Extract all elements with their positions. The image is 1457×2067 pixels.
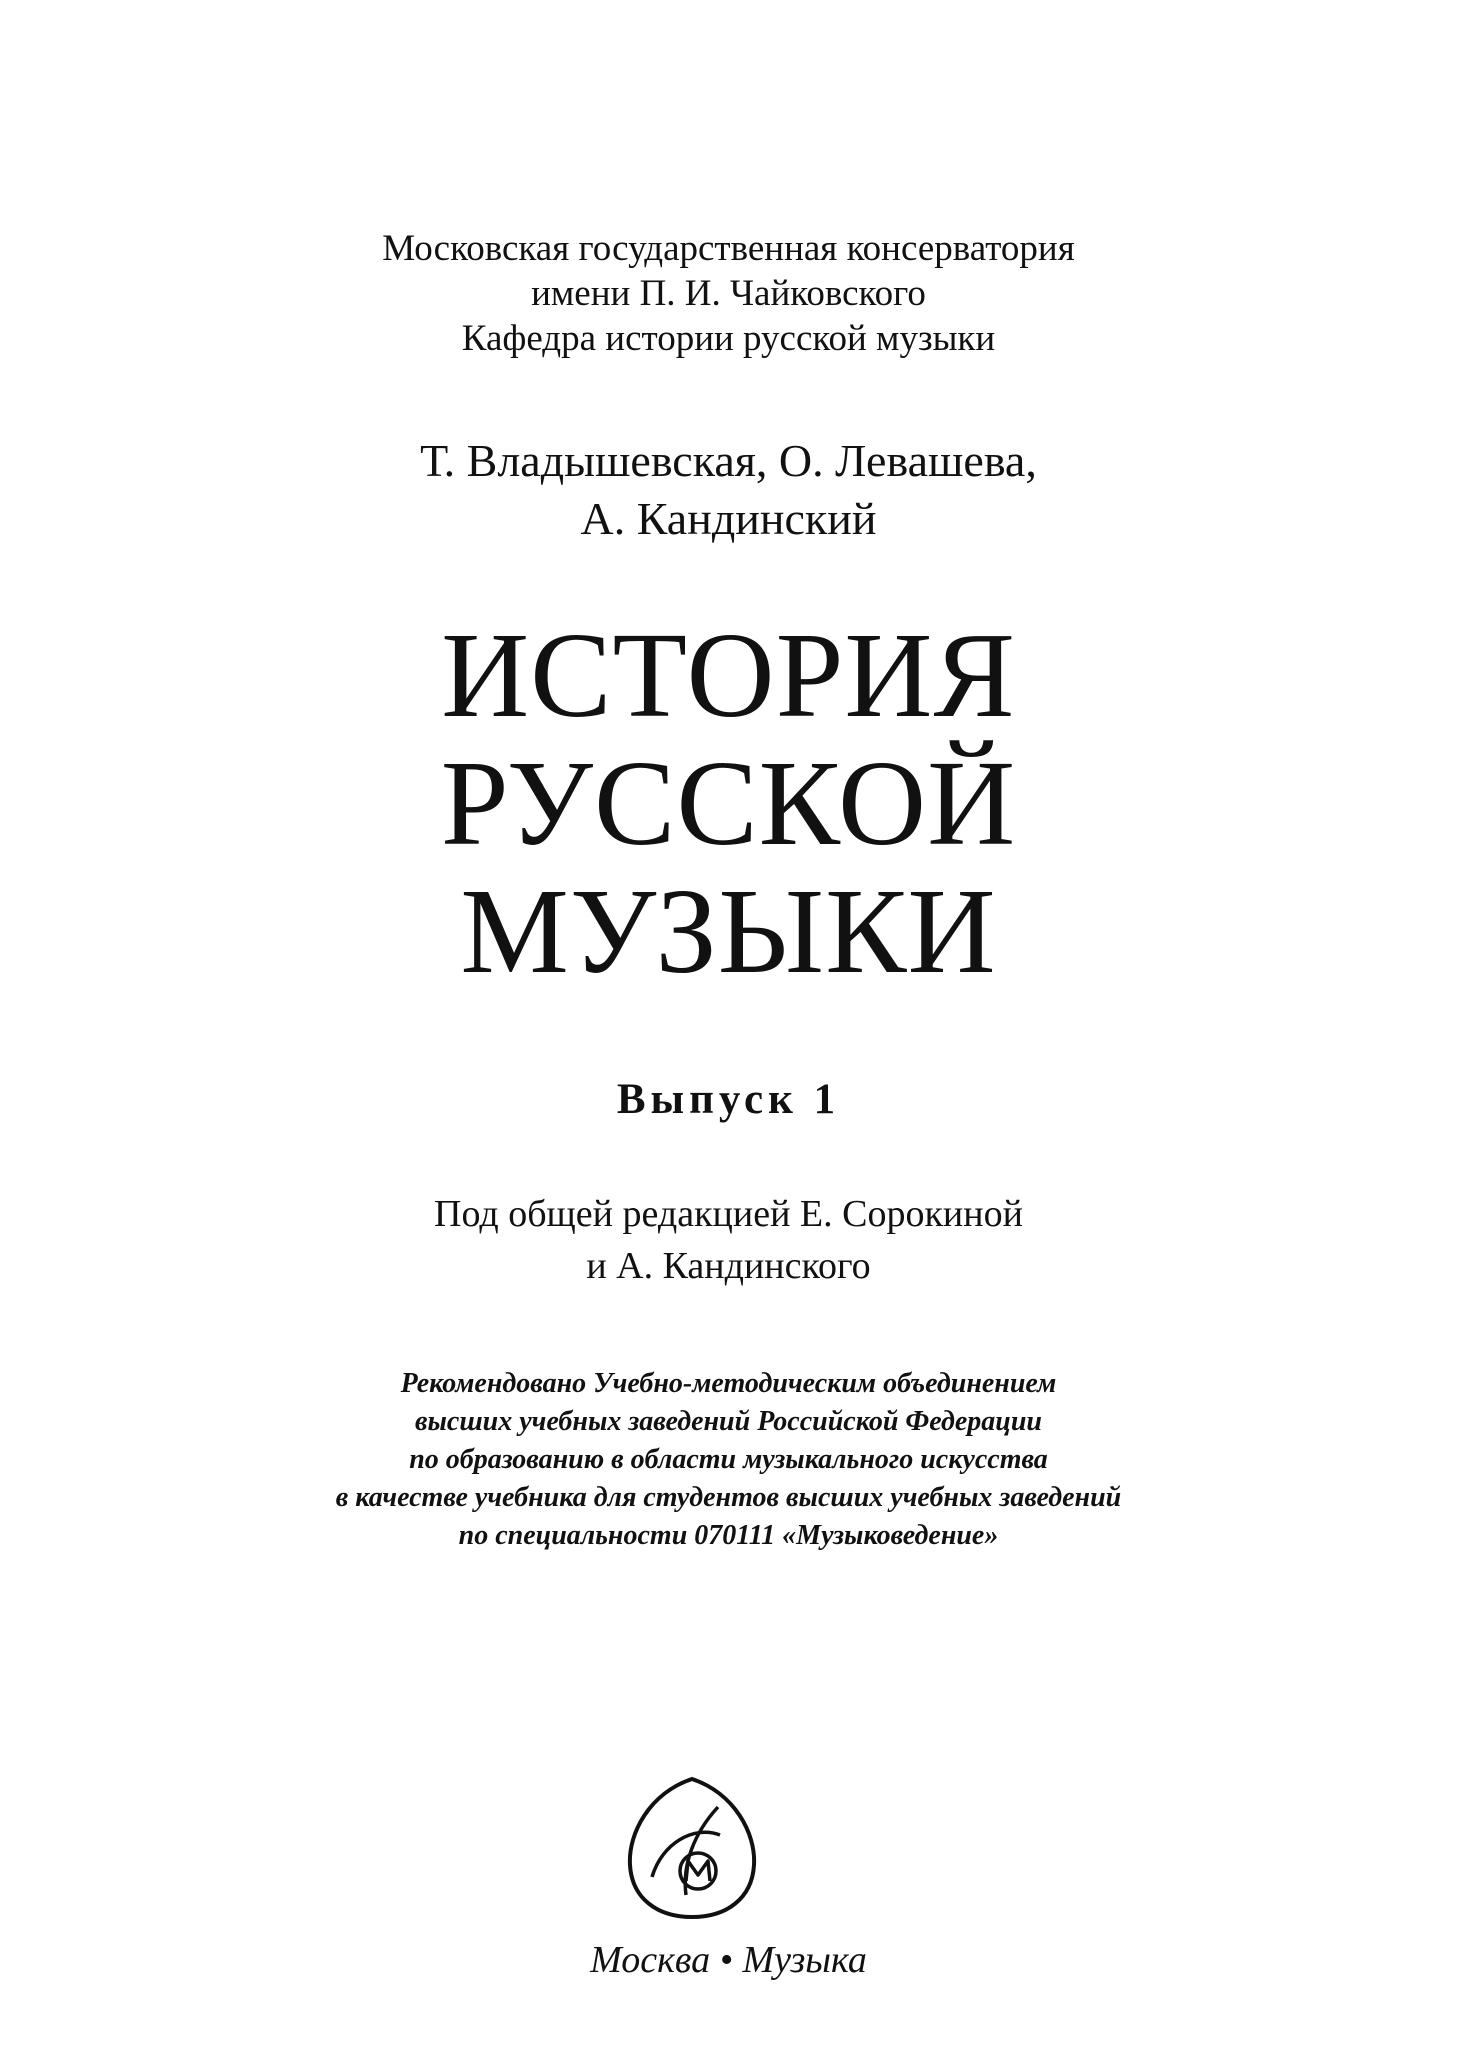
publisher-imprint: Москва • Музыка xyxy=(590,1939,867,1981)
recommendation-line-4: в качестве учебника для студентов высших учебных заведений xyxy=(335,1482,1122,1513)
recommendation-line-1: Рекомендовано Учебно-методическим объединением xyxy=(400,1368,1057,1399)
issue-number: Выпуск 1 xyxy=(616,1076,841,1123)
book-title xyxy=(0,608,1457,999)
editors-line-1: Под общей редакцией Е. Сорокиной xyxy=(434,1193,1023,1235)
publisher-m-logo-icon xyxy=(622,1773,762,1921)
recommendation-line-3: по образованию в области музыкального искусства xyxy=(409,1444,1048,1475)
authors-block xyxy=(0,432,1457,548)
authors-line-2: А. Кандинский xyxy=(580,493,877,544)
recommendation-line-2: высших учебных заведений Российской Федерации xyxy=(414,1406,1042,1437)
institution-block xyxy=(0,226,1457,361)
title-line-2: РУССКОЙ xyxy=(440,736,1017,871)
institution-name: Московская государственная консерватория xyxy=(382,228,1075,269)
editors-line-2: и А. Кандинского xyxy=(586,1245,871,1287)
recommendation-block xyxy=(0,1365,1457,1555)
institution-honorific: имени П. И. Чайковского xyxy=(531,273,926,314)
title-line-1: ИСТОРИЯ xyxy=(441,608,1016,743)
department-name: Кафедра истории русской музыки xyxy=(461,318,996,359)
title-line-3: МУЗЫКИ xyxy=(460,864,997,999)
authors-line-1: Т. Владышевская, О. Левашева, xyxy=(420,435,1037,486)
editors-block xyxy=(0,1188,1457,1292)
recommendation-line-5: по специальности 070111 «Музыковедение» xyxy=(458,1520,999,1551)
